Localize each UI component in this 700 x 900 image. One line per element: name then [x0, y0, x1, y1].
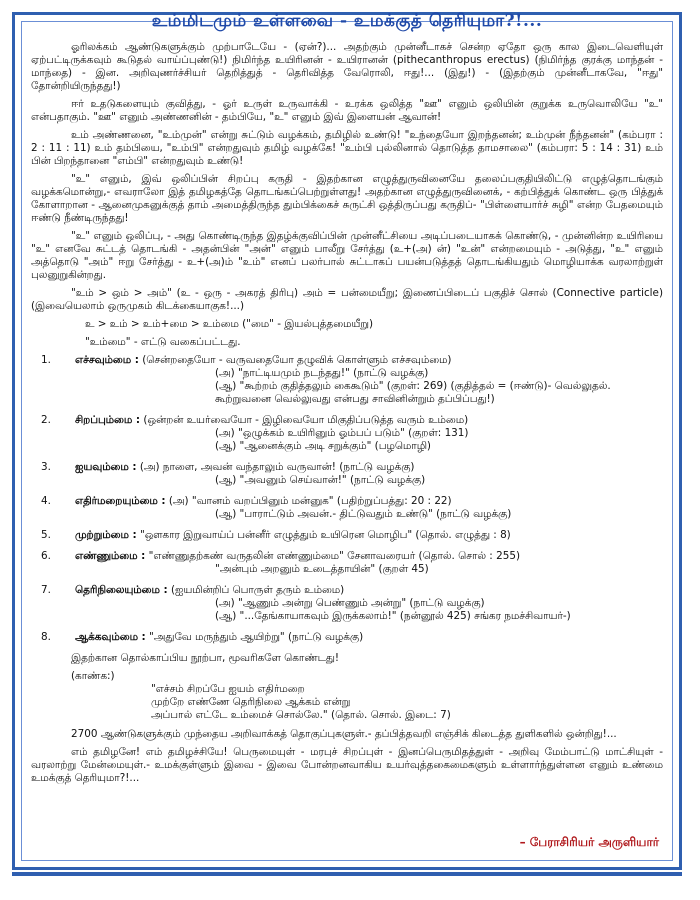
item-description: "அதுவே மருந்தும் ஆயிற்று" (நாட்டு வழக்கு): [149, 631, 364, 643]
item-heading: எதிர்மறையும்மை :: [75, 495, 166, 507]
item-heading: ஐயவும்மை :: [75, 461, 137, 473]
closing-paragraph-1: 2700 ஆண்டுகளுக்கும் முந்தைய அறிவாக்கத் தொகுப்புகளுள்.- தப்பித்தவறி எஞ்சிக் கிடைத்த துளிகளில் ஒன்றிது!...: [71, 728, 617, 740]
paragraph-5: "உ" எனும் ஒலிப்பு, - அது கொண்டிருந்த இதழ்க்குவிப்பின் முன்னீட்சியை அடிப்படையாகக் கொண்டு, - முன்னின்ற உயிரியை "உ" எனவே சுட்டத் தொடங்கி - அதன்பின் "அன்" எனும் பாலீறு சேர்த்து (உ+(அ) ன்) "உன்" என்றமையும் - அடுத்து, "உ" எனும் அத்தொடு "அம்" ஈறு சேர்த்து - உ+(அ)ம் "உம்" எனப் பலர்பால் சுட்டாகப் பயன்படுத்தத் தொடங்கியதும் மொழியாக்க வரலாற்றுள் புலனுறுகின்றது.: [31, 230, 663, 281]
formula-line-2: உ > உம் > உம்+மை > உம்மை ("மை" - இயல்புத்தமையீறு): [85, 318, 374, 330]
item-example: (அ) "ஒழுக்கம் உயிரினும் ஓம்பப் படும்" (குறள்: 131): [215, 427, 469, 439]
quote-line: முற்றே எண்ணே தெரிநிலை ஆக்கம் என்று: [151, 696, 351, 708]
item-description: "எண்ணுதற்கண் வருதலின் எண்ணும்மை" சேனாவரையர் (தொல். சொல் : 255): [148, 550, 520, 562]
list-item: [31, 529, 663, 542]
item-example: (ஆ) "அவனும் செய்வான்!" (நாட்டு வழக்கு): [215, 474, 426, 486]
paragraph-4: "உ" எனும், இவ் ஒலிப்பின் சிறப்பு கருதி - இதற்கான எழுத்துருவினையே தலைப்பகுதியிலிட்டு எழுத்தொடங்கும் வழக்கமொன்று,- எவராலோ இத் தமிழகத்தே தொடங்கப்பெற்றுள்ளது! அதற்கான எழுத்துருவினைக், - கற்பித்துக் கொண்ட ஒரு பித்துக் கோளாறான - ஆனைமுகனுக்குத் தாம் அமைத்திருந்த தும்பிக்கைச் சுருட்சி ஒத்திருப்பது கருதிப்- "பிள்ளையார்ச் சுழி" என்ற பேதமையும் ஈண்டு நீண்டிருந்தது!: [31, 173, 663, 224]
item-description: (ஒன்றன் உயர்வையோ - இழிவையோ மிகுதிப்படுத்த வரும் உம்மை): [143, 414, 469, 426]
bottom-border-band: [12, 872, 682, 876]
item-description: (ஐயமின்றிப் பொருள் தரும் உம்மை): [170, 584, 345, 596]
umma-types-list: [31, 354, 663, 644]
item-heading: எச்சவும்மை :: [75, 354, 139, 366]
item-description: (சென்றதையோ - வருவதையோ தழுவிக் கொள்ளும் எச்சவும்மை): [142, 354, 452, 366]
list-item: [31, 584, 663, 623]
item-example: (ஆ) "ஆனைக்கும் அடி சறுக்கும்" (பழமொழி): [215, 440, 431, 452]
item-example: (அ) "நாட்டியமும் நடந்தது!" (நாட்டு வழக்கு): [215, 367, 429, 379]
item-example: (அ) "ஆணும் அன்று பெண்ணும் அன்று" (நாட்டு வழக்கு): [215, 597, 485, 609]
item-number: 4.: [41, 495, 51, 507]
list-item: [31, 354, 663, 406]
author-signature: – பேராசிரியர் அருளியார்: [519, 835, 659, 849]
item-description: (அ) "வானம் வறப்பினும் மன்னுக" (பதிற்றுப்பத்து: 20 : 22): [168, 495, 452, 507]
item-description: "ஔகார இறுவாய்ப் பன்னீர் எழுத்தும் உயிரென மொழிப" (தொல். எழுத்து : 8): [139, 529, 511, 541]
quote-line: "எச்சம் சிறப்பே ஐயம் எதிர்மறை: [151, 683, 305, 695]
list-item: [31, 495, 663, 521]
quote-label: (காண்க:): [71, 670, 115, 682]
list-item: [31, 550, 663, 576]
page-frame: [12, 12, 682, 870]
formula-line-3: "உம்மை" - எட்டு வகைப்பட்டது.: [85, 336, 241, 348]
article-body: [31, 41, 663, 790]
item-heading: சிறப்பும்மை :: [75, 414, 141, 426]
item-heading: தெரிநிலையும்மை :: [75, 584, 168, 596]
item-heading: எண்ணும்மை :: [75, 550, 146, 562]
paragraph-1: ஓரிலக்கம் ஆண்டுகளுக்கும் முற்பாடேயே - (ஏன்?)... அதற்கும் முன்னீடாகச் சென்ற ஏதோ ஒரு கால இடைவெளியுள் ஏற்பட்டிருக்கவும் கூடுதல் வாய்ப்புண்டு!) நிமிர்ந்த உயிரினன் - உயிரானன் (pithecanthropus erectus) (நிமிர்ந்த குரக்கு மாந்தன் - மாந்தை) - இன. அறிவுணர்ச்சியர் தெறித்துத் - தெரிவித்த வேரொலி, ஈது!... (இது!) - (இதற்கும் முன்னீடாகவே, "ஈது" தோன்றியிருந்தது!): [31, 41, 663, 92]
page-title: உம்மிடமும் உள்ளவை - உமக்குத் தெரியுமா?!...: [151, 11, 543, 31]
quote-line: அப்பால் எட்டே உம்மைச் சொல்லே." (தொல். சொல். இடை: 7): [151, 709, 451, 721]
quote-block: [71, 670, 663, 722]
item-heading: முற்றும்மை :: [75, 529, 137, 541]
item-number: 5.: [41, 529, 51, 541]
item-example: "அன்பும் அறனும் உடைத்தாயின்" (குறள் 45): [215, 563, 429, 575]
item-number: 6.: [41, 550, 51, 562]
item-number: 8.: [41, 631, 51, 643]
item-example: (ஆ) "பாராட்டும் அவன்.- திட்டுவதும் உண்டு" (நாட்டு வழக்கு): [215, 508, 512, 520]
item-number: 7.: [41, 584, 51, 596]
paragraph-2: ஈர் உதடுகளையும் குவித்து, - ஓர் உருள் உருவாக்கி - உரக்க ஒலித்த "ஊ" எனும் ஒலியின் குறுக்க உருவொலியே "உ" என்பதாகும். "ஊ" எனும் அண்ணனின் - தம்பியே, "உ" எனும் இவ் இளையன் ஆவான்!: [31, 98, 663, 123]
item-number: 1.: [41, 354, 51, 366]
item-number: 3.: [41, 461, 51, 473]
list-item: [31, 414, 663, 453]
closing-paragraph-2: எம் தமிழனே! எம் தமிழச்சியே! பெருமையுள் - மரபுச் சிறப்புள் - இனப்பெருமிதத்துள் - அறிவு மேம்பாட்டு மாட்சியுள் - வரலாற்று மேன்மையுள்.- உமக்குள்ளும் இவை - இவை போன்றனவாகிய உயர்வுத்தகைமைகளும் உள்ளார்ந்துள்ளன எனும் உண்மை உமக்குத் தெரியுமா?!...: [31, 746, 663, 784]
item-number: 2.: [41, 414, 51, 426]
after-items-text: இதற்கான தொல்காப்பிய நூற்பா, மூவரிகளே கொண்டது!: [71, 652, 340, 664]
item-example: (ஆ) "...தேங்காயாகவும் இருக்கலாம்!" (நன்னூல் 425) சங்கர நமச்சிவாயர்-): [215, 610, 571, 622]
item-description: (அ) நாளை, அவன் வந்தாலும் வருவான்! (நாட்டு வழக்கு): [139, 461, 415, 473]
paragraph-3: உம் அண்ணனை, "உம்முன்" என்று சுட்டும் வழக்கம், தமிழில் உண்டு! "உந்தையோ இறந்தனன்; உம்முன் நீந்தனன்" (கம்பரா : 2 : 11 : 11) உம் தம்பியை, "உம்பி" என்றதுவும் தமிழ் வழக்கே! "உம்பி புல்லினால் தொடுத்த தாமசாலை" (கம்பரா: 5 : 14 : 31) உம் பின் பிறந்தானை "எம்பி" என்றதுவும் உண்டு!: [31, 129, 663, 167]
list-item: [31, 631, 663, 644]
item-example: (ஆ) "கூற்றம் குதித்தலும் கைகூடும்" (குறள்: 269) (குதித்தல் = (ஈண்டு)- வெல்லுதல். கூற்றுவனை வெல்லுவது என்பது சாவினின்றும் தப்பிப்பது!): [215, 380, 611, 405]
item-heading: ஆக்கவும்மை :: [75, 631, 146, 643]
list-item: [31, 461, 663, 487]
formula-line-1: "உம் > ஒம் > அம்" (உ - ஒரு - அகரத் திரிபு) அம் = பன்மையீறு; இணைப்பிடைப் பகுதிச் சொல் (Connective particle) (இவையெலாம் ஒருமுகம் கிடக்கையாகுக!...): [31, 287, 663, 312]
